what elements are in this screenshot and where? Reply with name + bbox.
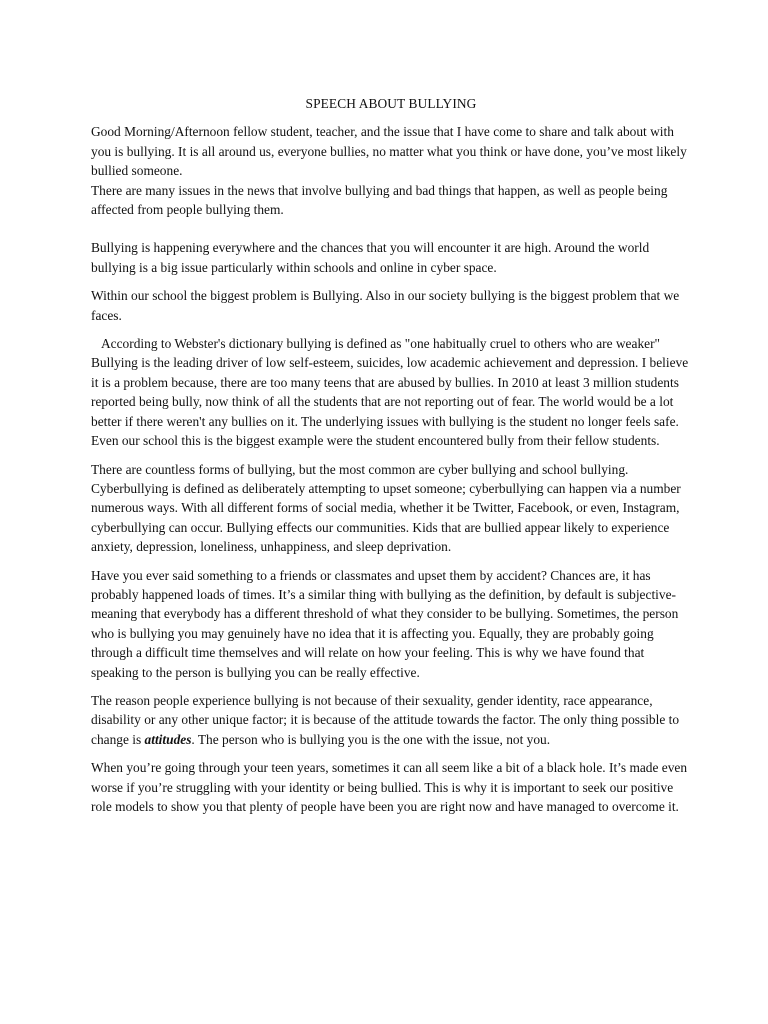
document-title: SPEECH ABOUT BULLYING [305, 96, 477, 111]
paragraph-attitudes [91, 691, 691, 749]
attitudes-emphasis: attitudes [144, 731, 192, 747]
attitudes-text-after: . The person who is bullying you is the one with the issue, not you. [191, 731, 551, 747]
paragraph-definition [91, 334, 691, 450]
paragraph-definition-text: According to Webster's dictionary bullying is defined as "one habitually cruel to others who are weaker" Bullying is the leading driver of low self-esteem, suicides, low academic achievement and depression. I believe it is a problem because, there are too many teens that are abused by bullies. In 2010 at least 3 million students reported being bully, now think of all the students that are not reporting out of fear. The world would be a lot better if there weren't any bullies on it. The underlying issues with bullying is the student no longer feels safe. Even our school this is the biggest example were the student encountered bully from their fellow students. [91, 336, 689, 449]
attitudes-text-before: The reason people experience bullying is not because of their sexuality, gender identity, race appearance, disability or any other unique factor; it is because of the attitude towards the factor. The only thing possible to change is [91, 692, 680, 747]
paragraph-school-problem: Within our school the biggest problem is Bullying. Also in our society bullying is the biggest problem that we faces. [91, 288, 680, 323]
paragraph-greeting: Good Morning/Afternoon fellow student, teacher, and the issue that I have come to share and talk about with you is bullying. It is all around us, everyone bullies, no matter what you think or have done, you’ve most likely bullied someone. [91, 124, 687, 179]
document-body [91, 94, 691, 825]
paragraph-everywhere: Bullying is happening everywhere and the chances that you will encounter it are high. Around the world bullying is a big issue particularly within schools and online in cyber space. [91, 240, 650, 275]
paragraph-news-issues: There are many issues in the news that involve bullying and bad things that happen, as well as people being affected from people bullying them. [91, 182, 668, 218]
paragraph-forms: There are countless forms of bullying, but the most common are cyber bullying and school bullying. Cyberbullying is defined as deliberately attempting to upset someone; cyberbullying can happen via a number numerous ways. With all different forms of social media, whether it be Twitter, Facebook, or even, Instagram, cyberbullying can occur. Bullying effects our communities. Kids that are bullied appear likely to experience anxiety, depression, loneliness, unhappiness, and sleep deprivation. [91, 461, 681, 555]
paragraph-role-models: When you’re going through your teen years, sometimes it can all seem like a bit of a black hole. It’s made even worse if you’re struggling with your identity or being bullied. This is why it is important to seek our positive role models to show you that plenty of people have been you are right now and have managed to overcome it. [91, 760, 688, 814]
paragraph-accidental: Have you ever said something to a friends or classmates and upset them by accident? Chances are, it has probably happened loads of times. It’s a similar thing with bullying as the definition, by default is subjective-meaning that everybody has a different threshold of what they consider to be bullying. Sometimes, the person who is bullying you may genuinely have no idea that it is affecting you. Equally, they are probably going through a difficult time themselves and will relate on how your feeling. This is why we have found that speaking to the person is bullying you can be really effective. [91, 567, 679, 680]
